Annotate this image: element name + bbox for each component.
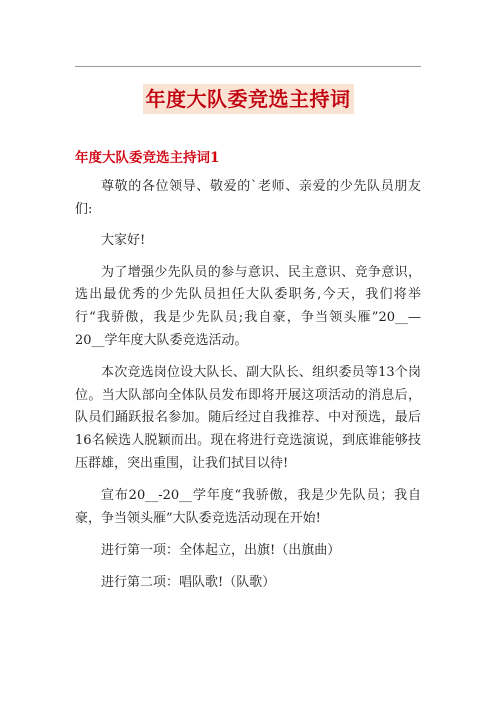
paragraph-positions: 本次竞选岗位设大队长、副大队长、组织委员等13个岗位。当大队部向全体队员发布即将开展这项活动的消息后，队员们踊跃报名参加。随后经过自我推荐、中对预选，最后16名候选人脱颖而出。现在将进行竞选演说，到底谁能够技压群雄，突出重围，让我们拭目以待! [75,365,421,471]
paragraph-step-one: 进行第一项：全体起立，出旗!（出旗曲） [101,543,341,559]
paragraph-hello: 大家好! [101,233,146,249]
paragraph-announcement: 宣布20__-20__学年度“我骄傲，我是少先队员；我自豪，争当领头雁”大队委竞选活动现在开始! [75,488,421,526]
paragraph-purpose: 为了增强少先队员的参与意识、民主意识、竞争意识，选出最优秀的少先队员担任大队委职务,今天，我们将举行“我骄傲，我是少先队员;我自豪，争当领头雁”20__—20__学年度大队委竞选活动。 [75,264,421,348]
paragraph-greeting: 尊敬的各位领导、敬爱的`老师、亲爱的少先队员朋友们: [75,179,421,217]
section-heading: 年度大队委竞选主持词1 [75,150,220,166]
paragraph-step-two: 进行第二项：唱队歌!（队歌） [101,574,276,590]
document-title-wrap [0,84,496,114]
document-body [75,176,421,604]
top-divider [75,66,421,67]
document-title: 年度大队委竞选主持词 [143,84,354,114]
